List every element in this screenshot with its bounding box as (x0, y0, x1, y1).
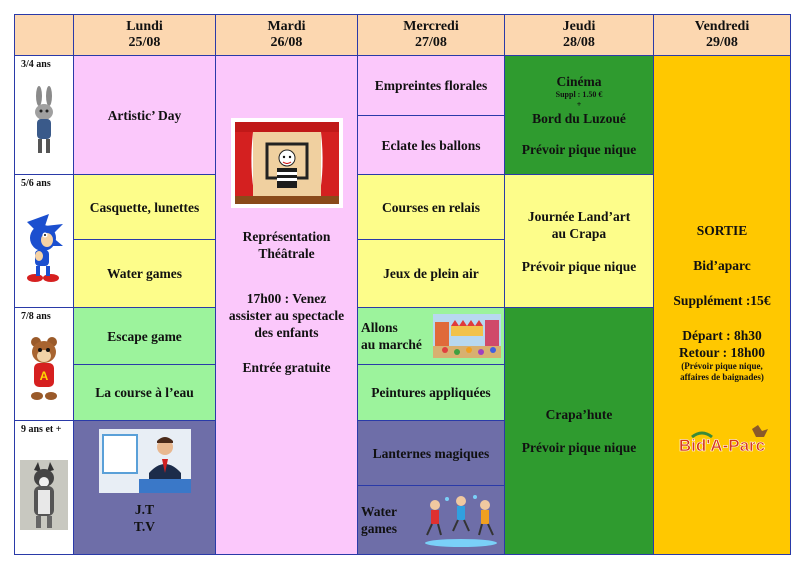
wednesday-peintures: Peintures appliquées (357, 364, 505, 421)
chipmunk-icon (24, 332, 64, 410)
monday-artistic-day: Artistic’ Day (73, 55, 216, 175)
age-5-6: 5/6 ans (14, 174, 74, 308)
monday-casquette: Casquette, lunettes (73, 174, 216, 240)
hedgehog-icon (19, 208, 69, 288)
theater-icon (231, 118, 343, 208)
header-monday: Lundi 25/08 (73, 14, 216, 56)
age-7-8: 7/8 ans A (14, 307, 74, 421)
newsreader-icon (99, 429, 191, 493)
kids-water-icon (421, 491, 501, 549)
wednesday-jeux: Jeux de plein air (357, 239, 505, 308)
tuesday-theatre: Représentation Théâtrale 17h00 : Venez assister au spectacle des enfants Entrée gratuite (215, 55, 358, 555)
market-icon (433, 314, 501, 358)
header-friday: Vendredi 29/08 (653, 14, 791, 56)
monday-course-eau: La course à l’eau (73, 364, 216, 421)
wednesday-empreintes: Empreintes florales (357, 55, 505, 116)
husky-icon (20, 460, 68, 530)
header-thursday: Jeudi 28/08 (504, 14, 654, 56)
monday-jt-tv: J.T T.V (73, 420, 216, 555)
wednesday-water-games: Water games (357, 485, 505, 555)
svg-text:Bid'A-Parc: Bid'A-Parc (678, 436, 766, 455)
age-9-plus: 9 ans et + (14, 420, 74, 555)
rabbit-icon (24, 86, 64, 158)
wednesday-lanternes: Lanternes magiques (357, 420, 505, 486)
monday-escape-game: Escape game (73, 307, 216, 365)
header-corner (14, 14, 74, 56)
monday-water-games: Water games (73, 239, 216, 308)
wednesday-marche: Allons au marché (357, 307, 505, 365)
header-tuesday: Mardi 26/08 (215, 14, 358, 56)
bidaparc-logo (672, 423, 772, 457)
age-3-4: 3/4 ans (14, 55, 74, 175)
thursday-crapahute: Crapa’hute Prévoir pique nique (504, 307, 654, 555)
friday-sortie: SORTIE Bid’aparc Supplément :15€ Départ : 8h30 Retour : 18h00 (Prévoir pique nique, affaires de baignades) Bid'A-Parc (653, 55, 791, 555)
wednesday-courses: Courses en relais (357, 174, 505, 240)
thursday-landart: Journée Land’art au Crapa Prévoir pique nique (504, 174, 654, 308)
wednesday-eclate: Eclate les ballons (357, 115, 505, 175)
header-wednesday: Mercredi 27/08 (357, 14, 505, 56)
thursday-cinema: Cinéma Suppl : 1.50 € + Bord du Luzoué Prévoir pique nique (504, 55, 654, 175)
svg-text:A: A (39, 369, 49, 383)
